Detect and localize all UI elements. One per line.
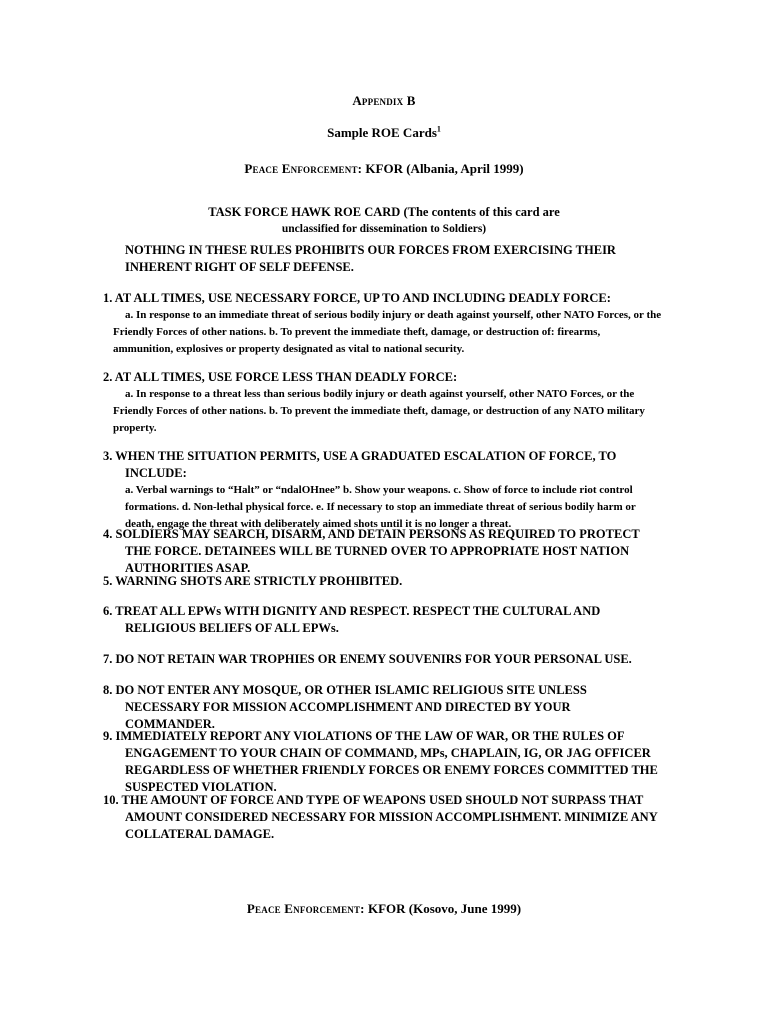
- section-heading-prefix: Peace Enforcement:: [246, 901, 365, 916]
- rule-3: [103, 448, 663, 533]
- section-heading-rest: KFOR (Kosovo, June 1999): [364, 901, 522, 916]
- intro-paragraph: NOTHING IN THESE RULES PROHIBITS OUR FORCES FROM EXERCISING THEIR INHERENT RIGHT OF SELF DEFENSE.: [125, 243, 616, 274]
- rule-4: [103, 526, 663, 577]
- cards-title: [0, 125, 768, 141]
- rule-1-heading: 1. AT ALL TIMES, USE NECESSARY FORCE, UP TO AND INCLUDING DEADLY FORCE:: [103, 291, 611, 305]
- section-heading-kosovo: [0, 901, 768, 917]
- rule-6-heading: 6. TREAT ALL EPWs WITH DIGNITY AND RESPECT. RESPECT THE CULTURAL AND RELIGIOUS BELIEFS OF ALL EPWs.: [103, 604, 601, 635]
- rule-6: [103, 603, 663, 637]
- rule-2: [103, 369, 663, 437]
- appendix-label: Appendix B: [352, 93, 416, 108]
- cards-title-text: Sample ROE Cards: [327, 125, 437, 140]
- footnote-mark: 1: [436, 124, 441, 134]
- card-title-line1: TASK FORCE HAWK ROE CARD (The contents of this card are: [208, 205, 560, 219]
- rule-2-details: a. In response to a threat less than serious bodily injury or death against yourself, other NATO Forces, or the Friendly Forces of other nations. b. To prevent the immediate theft, damage, or destruction of any NATO military property.: [113, 388, 645, 434]
- rule-5: [103, 573, 663, 590]
- rule-5-heading: 5. WARNING SHOTS ARE STRICTLY PROHIBITED.: [103, 574, 403, 588]
- rule-2-heading: 2. AT ALL TIMES, USE FORCE LESS THAN DEADLY FORCE:: [103, 370, 458, 384]
- rule-7: [103, 651, 663, 668]
- section-heading-albania: [0, 161, 768, 177]
- rule-3-details: a. Verbal warnings to “Halt” or “ndalOHnee” b. Show your weapons. c. Show of force to include riot control formations. d. Non-lethal physical force. e. If necessary to stop an immediate threat of serious bodily harm or death, engage the threat with deliberately aimed shots until it is no longer a threat.: [125, 484, 636, 530]
- rule-1-details: a. In response to an immediate threat of serious bodily injury or death against yourself, other NATO Forces, or the Friendly Forces of other nations. b. To prevent the immediate theft, damage, or destruction of: firearms, ammunition, explosives or property designated as vital to national security.: [113, 309, 662, 355]
- rule-3-heading: 3. WHEN THE SITUATION PERMITS, USE A GRADUATED ESCALATION OF FORCE, TO INCLUDE:: [103, 449, 617, 480]
- card-title-line2-text: unclassified for dissemination to Soldiers): [281, 223, 487, 235]
- rule-9: [103, 728, 663, 796]
- section-heading-prefix: Peace Enforcement:: [244, 161, 363, 176]
- rule-8-heading: 8. DO NOT ENTER ANY MOSQUE, OR OTHER ISLAMIC RELIGIOUS SITE UNLESS NECESSARY FOR MISSION ACCOMPLISHMENT AND DIRECTED BY YOUR COMMANDER.: [103, 683, 587, 731]
- rule-7-heading: 7. DO NOT RETAIN WAR TROPHIES OR ENEMY SOUVENIRS FOR YOUR PERSONAL USE.: [103, 652, 632, 666]
- rule-1: [103, 290, 663, 358]
- rule-9-heading: 9. IMMEDIATELY REPORT ANY VIOLATIONS OF THE LAW OF WAR, OR THE RULES OF ENGAGEMENT TO YOUR CHAIN OF COMMAND, MPs, CHAPLAIN, IG, OR JAG OFFICER REGARDLESS OF WHETHER FRIENDLY FORCES OR ENEMY FORCES COMMITTED THE SUSPECTED VIOLATION.: [103, 729, 658, 794]
- rule-8: [103, 682, 663, 733]
- card-title-line2: [0, 220, 768, 237]
- rule-10-heading: 10. THE AMOUNT OF FORCE AND TYPE OF WEAPONS USED SHOULD NOT SURPASS THAT AMOUNT CONSIDERED NECESSARY FOR MISSION ACCOMPLISHMENT. MINIMIZE ANY COLLATERAL DAMAGE.: [103, 793, 658, 841]
- rule-10: [103, 792, 663, 843]
- rule-4-heading: 4. SOLDIERS MAY SEARCH, DISARM, AND DETAIN PERSONS AS REQUIRED TO PROTECT THE FORCE. DETAINEES WILL BE TURNED OVER TO APPROPRIATE HOST NATION AUTHORITIES ASAP.: [103, 527, 640, 575]
- section-heading-rest: KFOR (Albania, April 1999): [362, 161, 524, 176]
